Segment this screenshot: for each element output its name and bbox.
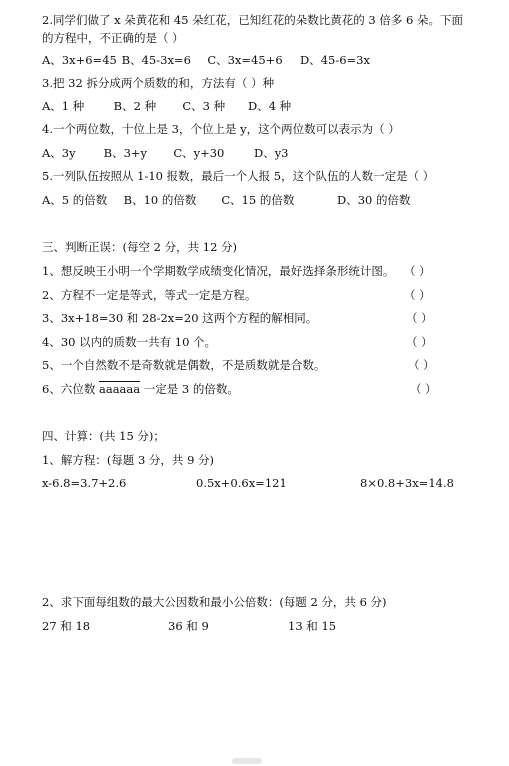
q2-option-a: A、3x+6=45 [42, 53, 117, 67]
q3-option-c: C、3 种 [182, 99, 226, 113]
q4-stem: 4.一个两位数，十位上是 3，个位上是 y，这个两位数可以表示为（ ） [42, 122, 400, 136]
q5-option-b: B、10 的倍数 [123, 193, 197, 207]
q5-stem: 5.一列队伍按照从 1-10 报数，最后一个人报 5，这个队伍的人数一定是（ ） [42, 169, 435, 183]
q3-option-b: B、2 种 [113, 99, 157, 113]
section4-sub1-title: 1、解方程：(每题 3 分，共 9 分) [42, 453, 215, 467]
section3-item-2: 2、方程不一定是等式，等式一定是方程。 [42, 288, 257, 302]
q2-option-b: B、45-3x=6 [121, 53, 191, 67]
section3-item-6-pre: 6、六位数 [42, 382, 99, 396]
q2-option-c: C、3x=45+6 [207, 53, 283, 67]
section3-item-2-answer-paren: （ ） [404, 288, 431, 302]
section3-title: 三、判断正误：(每空 2 分，共 12 分) [42, 240, 238, 254]
section3-item-4-answer-paren: （ ） [406, 335, 433, 349]
q5-option-d: D、30 的倍数 [336, 193, 411, 207]
section3-item-6-post: 一定是 3 的倍数。 [140, 382, 239, 396]
q2-option-d: D、45-6=3x [299, 53, 370, 67]
section3-item-1: 1、想反映王小明一个学期数学成绩变化情况，最好选择条形统计图。 [42, 264, 395, 278]
q3-options [42, 98, 291, 114]
section3-item-6 [42, 381, 239, 397]
q5-option-a: A、5 的倍数 [42, 193, 108, 207]
q5-options [42, 192, 410, 208]
section3-item-3: 3、3x+18=30 和 28-2x=20 这两个方程的解相同。 [42, 311, 318, 325]
q3-stem: 3.把 32 拆分成两个质数的和，方法有（ ）种 [42, 76, 275, 90]
section3-item-1-answer-paren: （ ） [404, 264, 431, 278]
section3-item-3-answer-paren: （ ） [406, 311, 433, 325]
q5-option-c: C、15 的倍数 [221, 193, 295, 207]
number-pair-1: 27 和 18 [42, 619, 91, 633]
equation-2: 0.5x+0.6x=121 [196, 476, 287, 490]
section3-item-4: 4、30 以内的质数一共有 10 个。 [42, 335, 217, 349]
section3-item-6-answer-paren: （ ） [410, 382, 437, 396]
section3-item-5-answer-paren: （ ） [408, 358, 435, 372]
section4-title: 四、计算：(共 15 分)； [42, 429, 165, 443]
section3-item-6-number: aaaaaa [98, 382, 141, 396]
q2-stem-line2: 的方程中，不正确的是（ ） [42, 31, 184, 45]
number-pair-2: 36 和 9 [168, 619, 209, 633]
section3-item-5: 5、一个自然数不是奇数就是偶数，不是质数就是合数。 [42, 358, 326, 372]
equation-1: x-6.8=3.7+2.6 [42, 476, 127, 490]
q4-option-d: D、y3 [253, 146, 289, 160]
q4-option-a: A、3y [42, 146, 76, 160]
q2-stem-line1: 2.同学们做了 x 朵黄花和 45 朵红花，已知红花的朵数比黄花的 3 倍多 6 朵。下面 [42, 13, 463, 27]
q2-options [42, 52, 370, 68]
page-footer-mark [232, 758, 262, 764]
q4-options [42, 145, 289, 161]
section4-sub2-title: 2、求下面每组数的最大公因数和最小公倍数：(每题 2 分，共 6 分) [42, 595, 387, 609]
q3-option-a: A、1 种 [42, 99, 85, 113]
q3-option-d: D、4 种 [247, 99, 292, 113]
q4-option-b: B、3+y [103, 146, 148, 160]
number-pair-3: 13 和 15 [288, 619, 337, 633]
equation-3: 8×0.8+3x=14.8 [360, 476, 454, 490]
q4-option-c: C、y+30 [173, 146, 225, 160]
